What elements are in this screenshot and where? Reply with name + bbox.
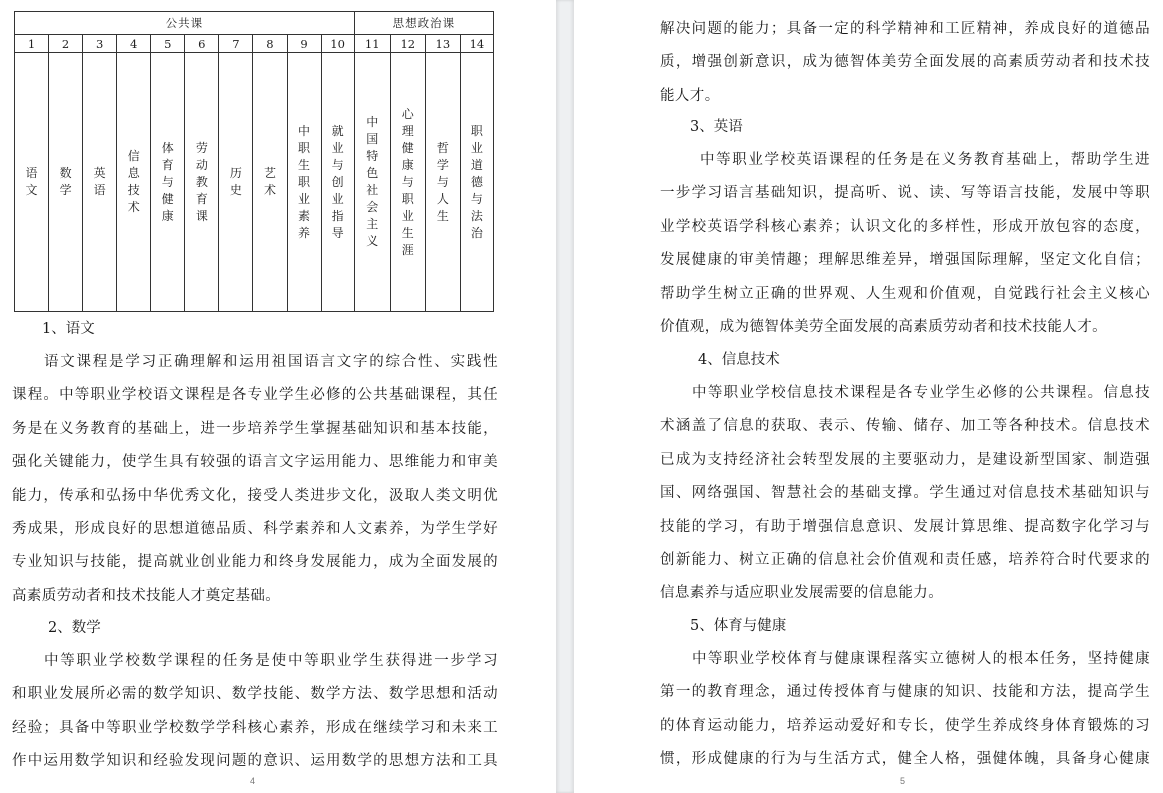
course-name-row: [15, 53, 494, 312]
course-number-cell: 12: [390, 35, 425, 53]
course-name-cell: [390, 53, 425, 312]
paragraph-line: 创新能力、树立正确的信息社会价值观和责任感，培养符合时代要求的: [660, 552, 1150, 569]
paragraph-line: 帮助学生树立正确的世界观、人生观和价值观，自觉践行社会主义核心: [660, 285, 1150, 302]
paragraph-chinese: [12, 346, 498, 613]
course-number-cell: 1: [15, 35, 49, 53]
paragraph-line: 价值观，成为德智体美劳全面发展的高素质劳动者和技术技能人才。: [660, 319, 1107, 336]
course-name: 就业与创业指导: [331, 123, 344, 240]
paragraph-line: 第一的教育理念，通过传授体育与健康的知识、技能和方法，提高学生: [660, 684, 1150, 701]
paragraph-line: 解决问题的能力；具备一定的科学精神和工匠精神，养成良好的道德品: [660, 21, 1150, 37]
course-name: 中国特色社会主义: [366, 115, 379, 248]
document-page-right: [574, 0, 1163, 793]
course-name-cell: [151, 53, 185, 312]
paragraph-line: 务是在义务教育的基础上，进一步培养学生掌握基础知识和基本技能，: [12, 420, 498, 437]
course-name-cell: [425, 53, 460, 312]
paragraph-line: 惯，形成健康的行为与生活方式，健全人格，强健体魄，具备身心健康: [660, 751, 1150, 768]
paragraph-math: [12, 645, 498, 779]
course-number-cell: 2: [49, 35, 83, 53]
course-name-cell: [287, 53, 321, 312]
paragraph-line: 中等职业学校英语课程的任务是在义务教育基础上，帮助学生进: [700, 152, 1150, 168]
paragraph-pe: [660, 643, 1150, 777]
course-name: 英语: [93, 166, 106, 197]
course-name-cell: [219, 53, 253, 312]
paragraph-line: 高素质劳动者和技术技能人才奠定基础。: [12, 587, 281, 604]
paragraph-line: 能力，传承和弘扬中华优秀文化，接受人类进步文化，汲取人类文明优: [12, 487, 498, 504]
course-number-cell: 10: [321, 35, 354, 53]
paragraph-line: 质，增强创新意识，成为德智体美劳全面发展的高素质劳动者和技术技: [660, 54, 1150, 71]
course-name-cell: [15, 53, 49, 312]
course-name: 职业道德与法治: [470, 123, 483, 240]
section-heading-it: 4、信息技术: [698, 352, 780, 368]
group-header-public: 公共课: [15, 12, 355, 35]
page-number: 5: [900, 776, 906, 786]
course-name: 劳动教育课: [195, 140, 208, 223]
paragraph-line: 发展健康的审美情趣；理解思维差异，增强国际理解，坚定文化自信；: [660, 252, 1150, 269]
course-name: 信息技术: [127, 149, 140, 214]
course-number-cell: 3: [83, 35, 117, 53]
course-name-cell: [83, 53, 117, 312]
paragraph-line: 强化关键能力，使学生具有较强的语言文字运用能力、思维能力和审美: [12, 454, 498, 471]
section-heading-chinese: 1、语文: [42, 321, 95, 337]
paragraph-line: 中等职业学校体育与健康课程落实立德树人的根本任务，坚持健康: [692, 651, 1150, 667]
course-name-cell: [460, 53, 493, 312]
course-number-cell: 6: [185, 35, 219, 53]
paragraph-it: [660, 377, 1150, 611]
course-name-cell: [49, 53, 83, 312]
paragraph-line: 作中运用数学知识和经验发现问题的意识、运用数学的思想方法和工具: [12, 753, 498, 770]
page-gutter: [556, 0, 574, 793]
group-header-ideology: 思想政治课: [354, 12, 493, 35]
paragraph-math-continued: [660, 13, 1150, 113]
paragraph-line: 技能的学习，有助于增强信息意识、发展计算思维、提高数字化学习与: [660, 518, 1150, 535]
paragraph-line: 语文课程是学习正确理解和运用祖国语言文字的综合性、实践性: [44, 354, 498, 370]
paragraph-line: 业学校英语学科核心素养；认识文化的多样性，形成开放包容的态度，: [660, 218, 1150, 235]
section-heading-english: 3、英语: [690, 119, 743, 135]
course-number-cell: 13: [425, 35, 460, 53]
course-name-cell: [354, 53, 390, 312]
paragraph-line: 信息素养与适应职业发展需要的信息能力。: [660, 585, 944, 602]
course-number-cell: 9: [287, 35, 321, 53]
paragraph-line: 和职业发展所必需的数学知识、数学技能、数学方法、数学思想和活动: [12, 686, 498, 703]
course-name-cell: [321, 53, 354, 312]
course-name-cell: [117, 53, 151, 312]
course-table: [14, 11, 494, 312]
course-name: 心理健康与职业生涯: [401, 106, 414, 257]
paragraph-english: [660, 144, 1150, 344]
course-number-cell: 4: [117, 35, 151, 53]
section-heading-math: 2、数学: [48, 620, 101, 636]
paragraph-line: 专业知识与技能，提高就业创业能力和终身发展能力，成为全面发展的: [12, 554, 498, 571]
paragraph-line: 经验；具备中等职业学校数学学科核心素养，形成在继续学习和未来工: [12, 719, 498, 736]
course-name: 艺术: [263, 166, 276, 197]
paragraph-line: 的体育运动能力，培养运动爱好和专长，使学生养成终身体育锻炼的习: [660, 717, 1150, 734]
document-page-left: [0, 0, 556, 793]
course-number-cell: 8: [253, 35, 287, 53]
paragraph-line: 中等职业学校数学课程的任务是使中等职业学生获得进一步学习: [44, 653, 498, 669]
paragraph-line: 能人才。: [660, 87, 720, 104]
course-number-row: [15, 35, 494, 53]
paragraph-line: 一步学习语言基础知识，提高听、说、读、写等语言技能，发展中等职: [660, 185, 1150, 202]
course-number-cell: 5: [151, 35, 185, 53]
paragraph-line: 已成为支持经济社会转型发展的主要驱动力，是建设新型国家、制造强: [660, 451, 1150, 468]
page-number: 4: [250, 776, 256, 786]
course-name-cell: [253, 53, 287, 312]
section-heading-pe: 5、体育与健康: [690, 618, 787, 634]
course-number-cell: 7: [219, 35, 253, 53]
course-name: 中职生职业素养: [298, 123, 311, 240]
paragraph-line: 秀成果，形成良好的思想道德品质、科学素养和人文素养，为学生学好: [12, 521, 498, 538]
course-name: 数学: [59, 166, 72, 197]
course-number-cell: 14: [460, 35, 493, 53]
paragraph-line: 课程。中等职业学校语文课程是各专业学生必修的公共基础课程，其任: [12, 387, 498, 404]
course-name-cell: [185, 53, 219, 312]
paragraph-line: 国、网络强国、智慧社会的基础支撑。学生通过对信息技术基础知识与: [660, 485, 1150, 502]
paragraph-line: 术涵盖了信息的获取、表示、传输、储存、加工等各种技术。信息技术: [660, 418, 1150, 435]
course-name: 哲学与人生: [436, 140, 449, 223]
paragraph-line: 中等职业学校信息技术课程是各专业学生必修的公共课程。信息技: [692, 385, 1150, 401]
course-name: 体育与健康: [161, 140, 174, 223]
course-name: 语文: [25, 166, 38, 197]
course-number-cell: 11: [354, 35, 390, 53]
course-name: 历史: [229, 166, 242, 197]
